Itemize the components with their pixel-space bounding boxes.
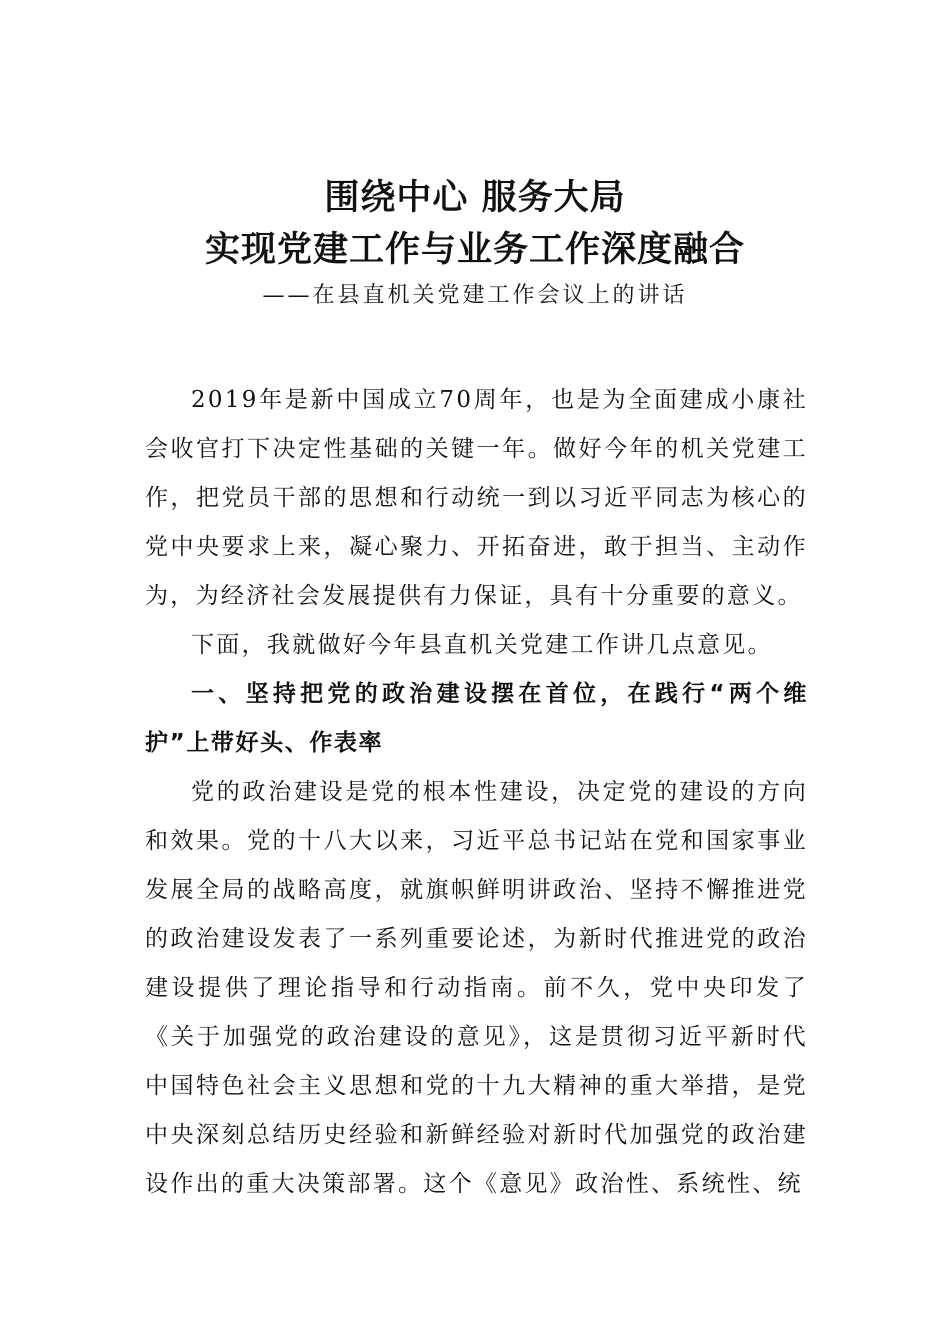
paragraph-intro: 2019年是新中国成立70周年，也是为全面建成小康社会收官打下决定性基础的关键一年。做好今年的机关党建工作，把党员干部的思想和行动统一到以习近平同志为核心的党中央要求上来，凝心聚力、开拓奋进，敢于担当、主动作为，为经济社会发展提供有力保证，具有十分重要的意义。: [145, 387, 808, 609]
paragraph-transition: 下面，我就做好今年县直机关党建工作讲几点意见。: [191, 632, 773, 658]
document-title-line-1: 围绕中心 服务大局: [324, 177, 626, 218]
title-block: [0, 172, 950, 314]
document-subtitle: ——在县直机关党建工作会议上的讲话: [262, 283, 688, 308]
paragraph-section-1: 党的政治建设是党的根本性建设，决定党的建设的方向和效果。党的十八大以来，习近平总书记站在党和国家事业发展全局的战略高度，就旗帜鲜明讲政治、坚持不懈推进党的政治建设发表了一系列重要论述，为新时代推进党的政治建设提供了理论指导和行动指南。前不久，党中央印发了《关于加强党的政治建设的意见》，这是贯彻习近平新时代中国特色社会主义思想和党的十九大精神的重大举措，是党中央深刻总结历史经验和新鲜经验对新时代加强党的政治建设作出的重大决策部署。这个《意见》政治性、系统性、统: [145, 779, 808, 1197]
document-title-line-2: 实现党建工作与业务工作深度融合: [204, 229, 745, 270]
section-heading-1: 一、坚持把党的政治建设摆在首位，在践行“两个维护”上带好头、作表率: [145, 681, 808, 756]
document-body: [145, 376, 808, 1209]
